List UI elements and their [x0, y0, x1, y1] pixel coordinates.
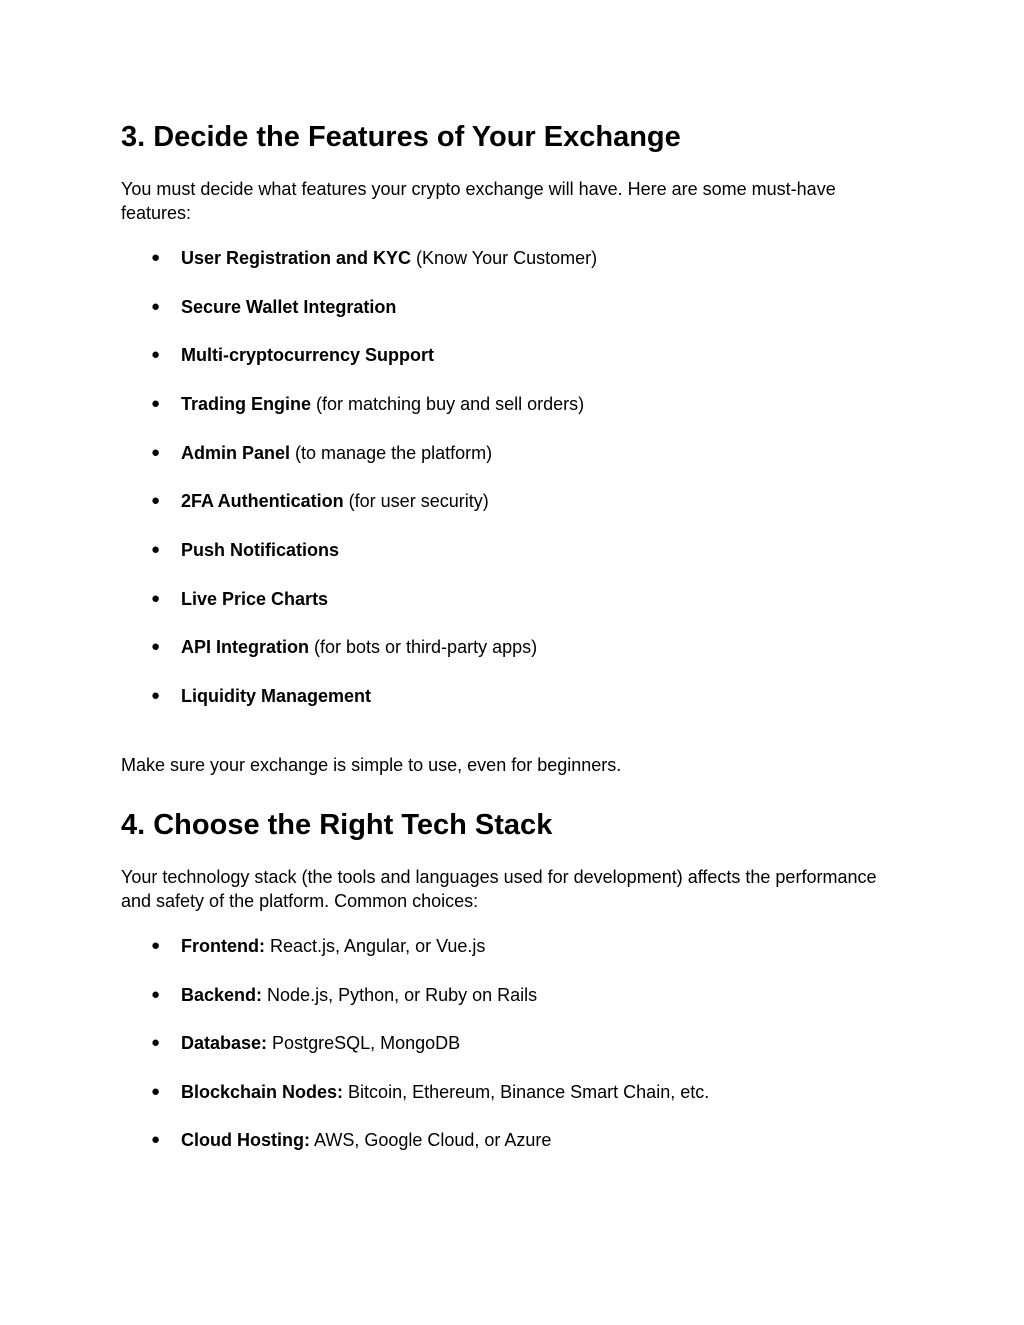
item-desc: PostgreSQL, MongoDB	[267, 1033, 461, 1053]
section-4-intro: Your technology stack (the tools and languages used for development) affects the performance and safety of the platform. Common choices:	[121, 867, 877, 911]
bullet-icon: ●	[151, 395, 161, 412]
item-term: Trading Engine	[181, 394, 312, 414]
item-desc: (for matching buy and sell orders)	[311, 394, 585, 414]
item-term: API Integration	[181, 637, 310, 657]
bullet-icon: ●	[151, 687, 161, 704]
item-term: 2FA Authentication	[181, 491, 344, 511]
bullet-icon: ●	[151, 298, 161, 315]
section-3-intro: You must decide what features your crypto exchange will have. Here are some must-have features:	[121, 179, 836, 223]
item-term: Live Price Charts	[181, 589, 329, 609]
item-desc: AWS, Google Cloud, or Azure	[309, 1130, 552, 1150]
bullet-icon: ●	[151, 346, 161, 363]
item-desc: (for bots or third-party apps)	[309, 637, 538, 657]
item-term: Database:	[181, 1033, 268, 1053]
bullet-icon: ●	[151, 541, 161, 558]
bullet-icon: ●	[151, 492, 161, 509]
bullet-icon: ●	[151, 1034, 161, 1051]
item-term: Cloud Hosting:	[181, 1130, 310, 1150]
bullet-icon: ●	[151, 590, 161, 607]
item-desc: Bitcoin, Ethereum, Binance Smart Chain, etc.	[343, 1082, 710, 1102]
item-term: Blockchain Nodes:	[181, 1082, 344, 1102]
bullet-icon: ●	[151, 937, 161, 954]
item-term: User Registration and KYC	[181, 248, 412, 268]
item-term: Admin Panel	[181, 443, 291, 463]
item-term: Backend:	[181, 985, 263, 1005]
item-term: Push Notifications	[181, 540, 340, 560]
item-term: Multi-cryptocurrency Support	[181, 345, 435, 365]
item-desc: (Know Your Customer)	[411, 248, 598, 268]
item-desc: (to manage the platform)	[290, 443, 493, 463]
item-term: Secure Wallet Integration	[181, 297, 397, 317]
item-desc: React.js, Angular, or Vue.js	[264, 936, 486, 956]
item-term: Frontend:	[181, 936, 265, 956]
bullet-icon: ●	[151, 1083, 161, 1100]
bullet-icon: ●	[151, 638, 161, 655]
section-4-heading: 4. Choose the Right Tech Stack	[121, 809, 553, 841]
section-3-outro: Make sure your exchange is simple to use, even for beginners.	[121, 755, 622, 775]
item-term: Liquidity Management	[181, 686, 372, 706]
bullet-icon: ●	[151, 444, 161, 461]
item-desc: Node.js, Python, or Ruby on Rails	[262, 985, 538, 1005]
bullet-icon: ●	[151, 249, 161, 266]
item-desc: (for user security)	[343, 491, 489, 511]
bullet-icon: ●	[151, 1131, 161, 1148]
bullet-icon: ●	[151, 986, 161, 1003]
section-3-heading: 3. Decide the Features of Your Exchange	[121, 121, 681, 153]
